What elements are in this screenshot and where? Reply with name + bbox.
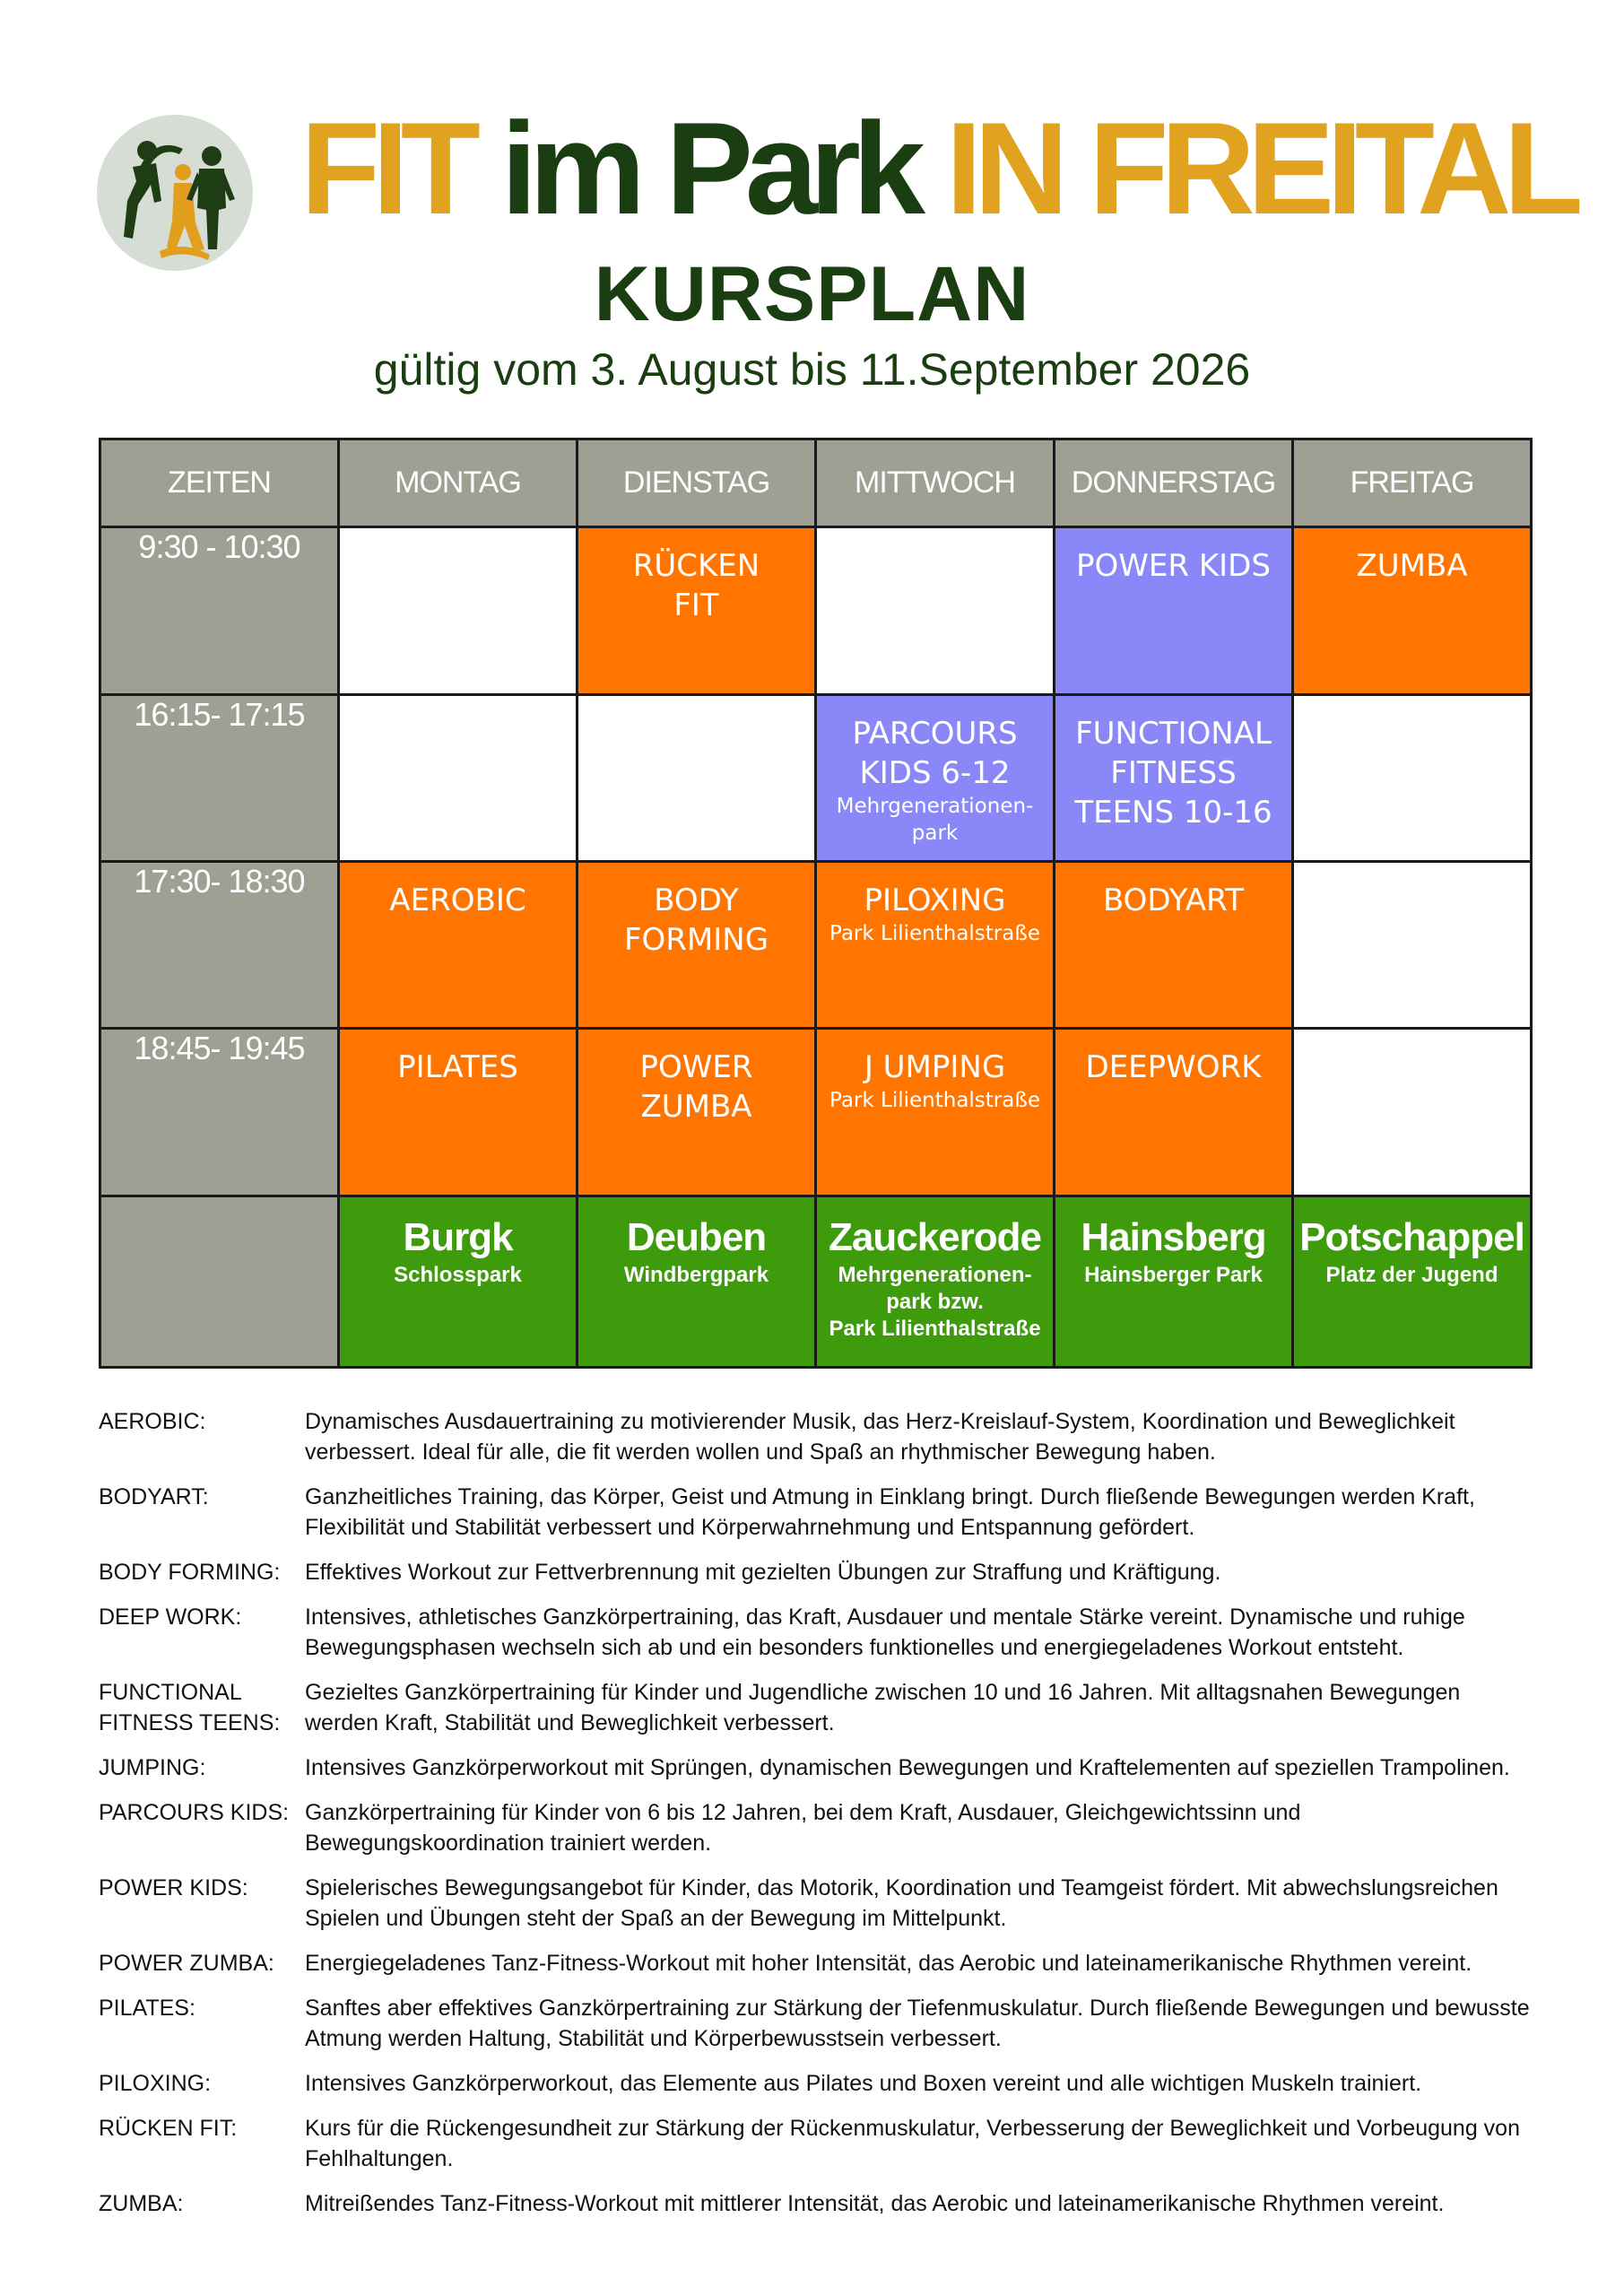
header-monday: MONTAG [339, 439, 578, 527]
schedule-row [100, 1029, 1532, 1196]
description-term: PARCOURS KIDS: [99, 1800, 290, 1825]
location-cell [1055, 1196, 1293, 1367]
description-text: Ganzkörpertraining für Kinder von 6 bis 12 Jahren, bei dem Kraft, Ausdauer, Gleichgewichtssinn und Bewegungskoordination trainiert werden. [305, 1800, 1301, 1856]
schedule-header-row [100, 439, 1532, 527]
description-item [99, 2188, 1533, 2219]
description-item [99, 1873, 1533, 1934]
description-term: PILOXING: [99, 2071, 212, 2096]
description-text: Spielerisches Bewegungsangebot für Kinder, das Motorik, Koordination und Teamgeist fördert. Mit abwechslungsreichen Spielen und Übungen steht der Spaß an der Bewegung im Mittelpunkt. [305, 1875, 1498, 1931]
schedule-cell [1055, 1029, 1293, 1196]
header-friday: FREITAG [1293, 439, 1532, 527]
title-in-freital: IN FREITAL [945, 95, 1576, 241]
course-location-note: Park Lilienthalstraße [829, 921, 1040, 945]
description-term: DEEP WORK: [99, 1605, 242, 1630]
schedule-row [100, 694, 1532, 861]
location-row [100, 1196, 1532, 1367]
page-title [300, 97, 1574, 240]
schedule-cell [1293, 527, 1532, 694]
description-item [99, 1752, 1533, 1783]
course-name: ZUMBA [1356, 548, 1468, 585]
location-district: Deuben [626, 1214, 767, 1259]
description-text: Ganzheitliches Training, das Körper, Geist und Atmung in Einklang bringt. Durch fließende Bewegungen werden Kraft, Flexibilität und Stabilität verbessert und Körperwahrnehmung und Entspannung gefördert. [305, 1484, 1475, 1540]
description-item [99, 1557, 1533, 1587]
page-subtitle: KURSPLAN [594, 251, 1030, 337]
description-term: ZUMBA: [99, 2191, 184, 2216]
course-name: BODY FORMING [623, 882, 769, 958]
schedule-cell [1055, 527, 1293, 694]
schedule-cell [1055, 694, 1293, 861]
location-district: Burgk [403, 1214, 513, 1259]
location-park: Schlosspark [394, 1262, 522, 1287]
description-text: Gezieltes Ganzkörpertraining für Kinder und Jugendliche zwischen 10 und 16 Jahren. Mit alltagsnahen Bewegungen werden Kraft, Stabilität und Beweglichkeit verbessert. [305, 1680, 1461, 1735]
location-district: Zauckerode [829, 1214, 1041, 1259]
location-row-label [100, 1196, 339, 1367]
schedule-cell [578, 861, 816, 1028]
description-text: Energiegeladenes Tanz-Fitness-Workout mit hoher Intensität, das Aerobic und lateinamerikanische Rhythmen vereint. [305, 1951, 1472, 1976]
description-term: POWER ZUMBA: [99, 1951, 274, 1976]
location-park: Windbergpark [623, 1262, 769, 1287]
description-item [99, 1948, 1533, 1979]
course-name: BODYART [1102, 882, 1245, 918]
course-schedule-table [99, 438, 1533, 1369]
description-text: Sanftes aber effektives Ganzkörpertraining zur Stärkung der Tiefenmuskulatur. Durch fließende Bewegungen und bewusste Atmung werden Haltung, Stabilität und Körperbewusstsein verbessert. [305, 1996, 1530, 2051]
course-name: AEROBIC [389, 882, 526, 918]
schedule-cell [816, 1029, 1055, 1196]
schedule-cell [339, 1029, 578, 1196]
fitness-figures-logo [97, 115, 253, 271]
location-park: Mehrgenerationen- park bzw. Park Lilienthalstraße [829, 1262, 1041, 1341]
time-slot: 9:30 - 10:30 [100, 527, 339, 694]
description-text: Mitreißendes Tanz-Fitness-Workout mit mittlerer Intensität, das Aerobic und lateinamerikanische Rhythmen vereint. [305, 2191, 1445, 2216]
description-term: RÜCKEN FIT: [99, 2116, 238, 2141]
title-fit: FIT [300, 95, 473, 241]
schedule-row [100, 861, 1532, 1028]
schedule-cell-empty [339, 527, 578, 694]
description-term: BODY FORMING: [99, 1560, 281, 1585]
description-text: Intensives Ganzkörperworkout, das Elemente aus Pilates und Boxen vereint und alle wichtigen Muskeln trainiert. [305, 2071, 1422, 2096]
course-name: RÜCKEN FIT [632, 548, 760, 624]
location-district: Potschappel [1299, 1214, 1524, 1259]
schedule-cell-empty [1293, 694, 1532, 861]
schedule-cell-empty [816, 527, 1055, 694]
description-term: JUMPING: [99, 1755, 206, 1780]
description-term: FUNCTIONAL FITNESS TEENS: [99, 1680, 281, 1735]
time-slot: 17:30- 18:30 [100, 861, 339, 1028]
course-name: PARCOURS KIDS 6-12 [852, 715, 1018, 791]
schedule-cell-empty [339, 694, 578, 861]
location-district: Hainsberg [1081, 1214, 1266, 1259]
location-cell [816, 1196, 1055, 1367]
location-park: Hainsberger Park [1084, 1262, 1263, 1287]
schedule-cell [1055, 861, 1293, 1028]
course-location-note: Mehrgenerationen- park [836, 794, 1034, 845]
course-name: POWER ZUMBA [639, 1049, 753, 1126]
description-item [99, 1677, 1533, 1738]
schedule-cell-empty [578, 694, 816, 861]
fitness-figures-icon [97, 115, 253, 271]
description-item [99, 2068, 1533, 2099]
schedule-cell-empty [1293, 1029, 1532, 1196]
schedule-cell [339, 861, 578, 1028]
title-im-park: im Park [500, 95, 918, 241]
header-times: ZEITEN [100, 439, 339, 527]
course-descriptions [99, 1406, 1533, 2233]
course-name: POWER KIDS [1076, 548, 1271, 585]
validity-period: gültig vom 3. August bis 11.September 2026 [373, 344, 1251, 395]
course-name: PILOXING [864, 882, 1006, 918]
schedule-row [100, 527, 1532, 694]
description-text: Dynamisches Ausdauertraining zu motivierender Musik, das Herz-Kreislauf-System, Koordination und Beweglichkeit verbessert. Ideal für alle, die fit werden wollen und Spaß an rhythmischer Bewegung haben. [305, 1409, 1455, 1465]
course-name: FUNCTIONAL FITNESS TEENS 10-16 [1074, 715, 1272, 831]
description-item [99, 1406, 1533, 1467]
course-name: PILATES [397, 1049, 518, 1086]
schedule-cell [816, 694, 1055, 861]
time-slot: 18:45- 19:45 [100, 1029, 339, 1196]
description-term: PILATES: [99, 1996, 195, 2021]
header-thursday: DONNERSTAG [1055, 439, 1293, 527]
description-item [99, 1482, 1533, 1543]
description-item [99, 1797, 1533, 1858]
schedule-cell [578, 1029, 816, 1196]
course-name: J UMPING [864, 1049, 1006, 1086]
location-park: Platz der Jugend [1325, 1262, 1498, 1287]
course-location-note: Park Lilienthalstraße [829, 1089, 1040, 1113]
description-text: Effektives Workout zur Fettverbrennung mit gezielten Übungen zur Straffung und Kräftigung. [305, 1560, 1221, 1585]
description-text: Intensives, athletisches Ganzkörpertraining, das Kraft, Ausdauer und mentale Stärke vereint. Dynamische und ruhige Bewegungsphasen wechseln sich ab und ein besonders funktionelles und energiegeladenes Workout entsteht. [305, 1605, 1465, 1660]
description-item [99, 2113, 1533, 2174]
schedule-cell-empty [1293, 861, 1532, 1028]
course-name: DEEPWORK [1085, 1049, 1262, 1086]
time-slot: 16:15- 17:15 [100, 694, 339, 861]
schedule-cell [816, 861, 1055, 1028]
description-term: POWER KIDS: [99, 1875, 248, 1900]
header-tuesday: DIENSTAG [578, 439, 816, 527]
description-item [99, 1602, 1533, 1663]
location-cell [339, 1196, 578, 1367]
location-cell [578, 1196, 816, 1367]
description-text: Kurs für die Rückengesundheit zur Stärkung der Rückenmuskulatur, Verbesserung der Beweglichkeit und Vorbeugung von Fehlhaltungen. [305, 2116, 1520, 2171]
description-term: AEROBIC: [99, 1409, 206, 1434]
description-term: BODYART: [99, 1484, 209, 1509]
description-text: Intensives Ganzkörperworkout mit Sprüngen, dynamischen Bewegungen und Kraftelementen auf speziellen Trampolinen. [305, 1755, 1510, 1780]
header-wednesday: MITTWOCH [816, 439, 1055, 527]
schedule-cell [578, 527, 816, 694]
location-cell [1293, 1196, 1532, 1367]
description-item [99, 1993, 1533, 2054]
